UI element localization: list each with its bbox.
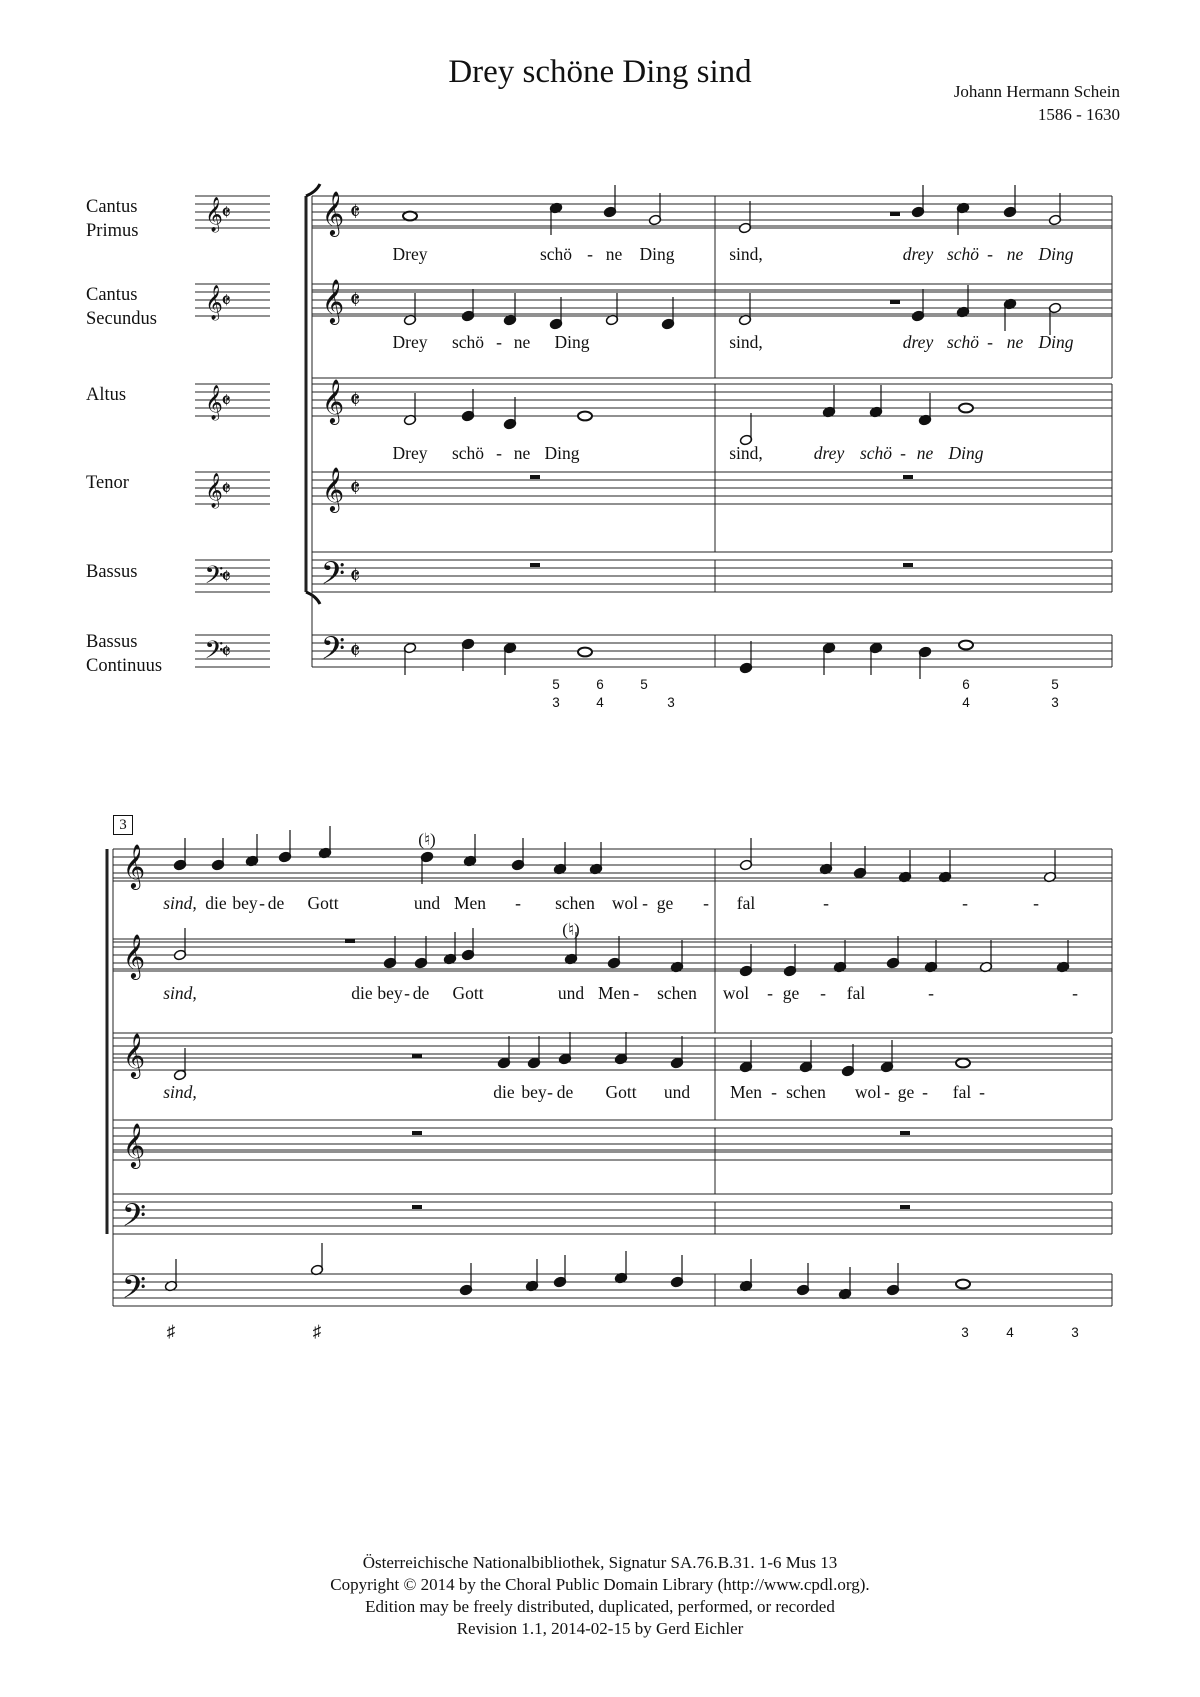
time-signature: 𝄵 [221, 565, 231, 590]
lyric: Ding [948, 443, 984, 463]
lyric: - [771, 1082, 777, 1102]
clef: 𝄞 [122, 1033, 146, 1077]
lyric: wol [611, 893, 639, 913]
figure-sharp: ♯ [312, 1322, 322, 1341]
lyric: Gott [605, 1082, 637, 1102]
footer [0, 1552, 1200, 1640]
figure: 6 [596, 677, 604, 692]
measure-number: 3 [113, 815, 133, 835]
lyric: schö [859, 443, 893, 463]
figure: 5 [1051, 677, 1059, 692]
lyric: ge [897, 1082, 915, 1102]
lyric: ne [916, 443, 934, 463]
lyric: Ding [554, 332, 590, 352]
lyric: fal [736, 893, 756, 913]
lyric: - [928, 983, 934, 1003]
lyric: - [547, 1082, 553, 1102]
clef: 𝄢 [121, 1269, 147, 1313]
incipit-clef: 𝄞 [205, 285, 223, 320]
lyric: bey [232, 893, 258, 913]
lyric: - [820, 983, 826, 1003]
lyric: Men [597, 983, 631, 1003]
lyric: fal [846, 983, 866, 1003]
lyric: - [884, 1082, 890, 1102]
voice-label-line: Continuus [86, 656, 163, 676]
figure: 3 [552, 695, 560, 710]
lyric: - [900, 443, 906, 463]
lyric: fal [952, 1082, 972, 1102]
voice-label-line: Primus [86, 221, 139, 241]
voice-label-line: Secundus [86, 309, 157, 329]
lyric: - [496, 443, 502, 463]
bracket-hook [306, 184, 320, 196]
lyric: wol [722, 983, 750, 1003]
lyric: Drey [392, 332, 428, 352]
footer-source: Österreichische Nationalbibliothek, Signatur SA.76.B.31. 1-6 Mus 13 [362, 1553, 838, 1572]
rest [903, 475, 913, 479]
editorial-accidental: (♮) [418, 830, 436, 849]
lyric: schö [451, 443, 485, 463]
lyric: Drey [392, 443, 428, 463]
rest [345, 939, 355, 943]
footer-license: Edition may be freely distributed, duplicated, performed, or recorded [365, 1597, 835, 1616]
bracket-hook [306, 592, 320, 604]
lyric: - [642, 893, 648, 913]
lyric: und [557, 983, 585, 1003]
time-signature: 𝄵 [349, 286, 361, 314]
lyric: und [663, 1082, 691, 1102]
rest [412, 1054, 422, 1058]
lyric: bey [377, 983, 403, 1003]
page-title: Drey schöne Ding sind [448, 54, 752, 90]
lyric: ne [1006, 244, 1024, 264]
lyric: - [987, 244, 993, 264]
voice-label-line: Altus [86, 385, 127, 405]
lyric: ge [656, 893, 674, 913]
clef: 𝄢 [320, 555, 346, 599]
rest [903, 563, 913, 567]
lyric: de [267, 893, 285, 913]
whole-note [956, 1059, 970, 1068]
lyric: schen [786, 1082, 826, 1102]
lyric: drey [902, 332, 934, 352]
voice-label-line: Bassus [86, 562, 138, 582]
rest [412, 1131, 422, 1135]
incipit-clef: 𝄞 [205, 197, 223, 232]
lyric: - [767, 983, 773, 1003]
time-signature: 𝄵 [349, 386, 361, 414]
lyric: sind, [163, 1082, 197, 1102]
lyric: ne [513, 443, 531, 463]
lyric: - [404, 983, 410, 1003]
figure: 4 [596, 695, 604, 710]
whole-note [578, 648, 592, 657]
time-signature: 𝄵 [221, 289, 231, 314]
whole-note [959, 404, 973, 413]
lyric: Men [729, 1082, 763, 1102]
lyric: sind, [729, 443, 763, 463]
lyric: ne [1006, 332, 1024, 352]
lyric: sind, [163, 983, 197, 1003]
lyric: schö [946, 332, 980, 352]
time-signature: 𝄵 [221, 201, 231, 226]
lyric: schen [555, 893, 595, 913]
lyric: - [587, 244, 593, 264]
lyric: - [1072, 983, 1078, 1003]
lyric: - [496, 332, 502, 352]
rest [530, 475, 540, 479]
lyric: Ding [1038, 332, 1074, 352]
voice-label-line: Cantus [86, 197, 138, 217]
lyric: sind, [163, 893, 197, 913]
incipit-clef: 𝄞 [205, 473, 223, 508]
lyric: Gott [452, 983, 484, 1003]
time-signature: 𝄵 [221, 640, 231, 665]
clef: 𝄞 [321, 191, 345, 235]
lyric: - [979, 1082, 985, 1102]
figure: 3 [961, 1325, 969, 1340]
lyric: Ding [544, 443, 580, 463]
figure: 5 [640, 677, 648, 692]
clef: 𝄞 [122, 844, 146, 888]
incipit-clef: 𝄢 [204, 561, 224, 596]
lyric: Ding [1038, 244, 1074, 264]
clef: 𝄞 [321, 279, 345, 323]
lyric: sind, [729, 244, 763, 264]
composer-dates: 1586 - 1630 [1037, 105, 1120, 124]
lyric: die [205, 893, 227, 913]
lyric: Gott [307, 893, 339, 913]
whole-note [578, 412, 592, 421]
rest [412, 1205, 422, 1209]
lyric: ne [605, 244, 623, 264]
figure: 3 [1051, 695, 1059, 710]
lyric: - [259, 893, 265, 913]
lyric: drey [902, 244, 934, 264]
lyric: Drey [392, 244, 428, 264]
lyric: Men [453, 893, 487, 913]
figure: 5 [552, 677, 560, 692]
lyric: - [1033, 893, 1039, 913]
time-signature: 𝄵 [221, 389, 231, 414]
lyric: bey [521, 1082, 547, 1102]
figure: 6 [962, 677, 970, 692]
incipit-clef: 𝄞 [205, 385, 223, 420]
lyric: und [413, 893, 441, 913]
clef: 𝄢 [320, 630, 346, 674]
figure: 3 [667, 695, 675, 710]
whole-note [403, 212, 417, 221]
clef: 𝄢 [121, 1197, 147, 1241]
lyric: drey [813, 443, 845, 463]
lyric: schö [451, 332, 485, 352]
clef: 𝄞 [321, 379, 345, 423]
lyric: die [493, 1082, 515, 1102]
voice-label-line: Tenor [86, 473, 129, 493]
lyric: ge [782, 983, 800, 1003]
time-signature: 𝄵 [349, 474, 361, 502]
figure: 3 [1071, 1325, 1079, 1340]
lyric: sind, [729, 332, 763, 352]
time-signature: 𝄵 [221, 477, 231, 502]
rest [900, 1205, 910, 1209]
rest [900, 1131, 910, 1135]
figure: 4 [1006, 1325, 1014, 1340]
lyric: Ding [639, 244, 675, 264]
footer-revision: Revision 1.1, 2014-02-15 by Gerd Eichler [456, 1619, 744, 1638]
lyric: - [922, 1082, 928, 1102]
rest [890, 212, 900, 216]
voice-label-line: Bassus [86, 632, 138, 652]
time-signature: 𝄵 [349, 562, 361, 590]
footer-copyright: Copyright © 2014 by the Choral Public Domain Library (http://www.cpdl.org). [330, 1575, 870, 1594]
lyric: - [515, 893, 521, 913]
whole-note [956, 1280, 970, 1289]
lyric: wol [854, 1082, 882, 1102]
composer-name: Johann Hermann Schein [953, 82, 1120, 101]
lyric: de [412, 983, 430, 1003]
clef: 𝄞 [122, 934, 146, 978]
lyric: - [823, 893, 829, 913]
rest [890, 300, 900, 304]
rest [530, 563, 540, 567]
figure-sharp: ♯ [166, 1322, 176, 1341]
lyric: de [556, 1082, 574, 1102]
time-signature: 𝄵 [349, 198, 361, 226]
lyric: - [987, 332, 993, 352]
lyric: - [633, 983, 639, 1003]
editorial-accidental: (♮) [562, 920, 580, 939]
clef: 𝄞 [321, 467, 345, 511]
time-signature: 𝄵 [349, 637, 361, 665]
clef: 𝄞 [122, 1123, 146, 1167]
lyric: schö [946, 244, 980, 264]
lyric: - [962, 893, 968, 913]
incipit-clef: 𝄢 [204, 636, 224, 671]
lyric: - [703, 893, 709, 913]
figure: 4 [962, 695, 970, 710]
voice-label-line: Cantus [86, 285, 138, 305]
lyric: ne [513, 332, 531, 352]
lyric: schen [657, 983, 697, 1003]
whole-note [959, 641, 973, 650]
lyric: die [351, 983, 373, 1003]
lyric: schö [539, 244, 573, 264]
